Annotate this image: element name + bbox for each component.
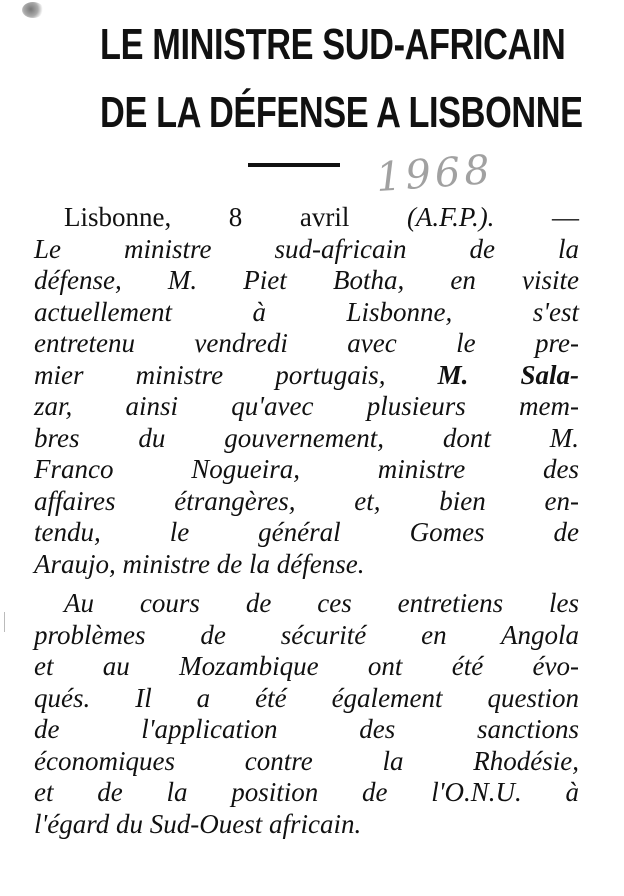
article-paragraph-2 <box>34 588 579 840</box>
text-line: zar, ainsi qu'avec plusieurs mem- <box>34 391 579 421</box>
text-line: de l'application des sanctions <box>34 714 579 744</box>
margin-mark <box>4 612 5 632</box>
text-line: Le ministre sud-africain de la <box>34 233 579 264</box>
article-paragraph-1 <box>34 202 579 580</box>
text-line: tendu, le général Gomes de <box>34 517 579 547</box>
text-line: Franco Nogueira, ministre des <box>34 454 579 484</box>
dateline-agency: (A.F.P.). <box>406 202 495 232</box>
text-line: l'égard du Sud-Ouest africain. <box>34 808 362 839</box>
text-line: Araujo, ministre de la défense. <box>34 548 365 579</box>
text-line: et au Mozambique ont été évo- <box>34 651 579 681</box>
text-line: et de la position de l'O.N.U. à <box>34 777 579 807</box>
text-line: défense, M. Piet Botha, en visite <box>34 265 579 295</box>
text-line: Au cours de ces entretiens les <box>64 588 579 618</box>
handwritten-year-annotation: 1968 <box>374 146 496 202</box>
headline-separator-rule <box>248 163 340 167</box>
text-line: entretenu vendredi avec le pre- <box>34 328 579 358</box>
dateline-place: Lisbonne, 8 avril <box>64 202 350 232</box>
dateline-dash: — <box>552 202 580 232</box>
text-line: qués. Il a été également question <box>34 682 579 713</box>
text-line <box>34 360 579 392</box>
dateline-line <box>34 202 579 234</box>
text-line: bres du gouvernement, dont M. <box>34 422 579 453</box>
text-line: actuellement à Lisbonne, s'est <box>34 296 579 327</box>
text-line: affaires étrangères, et, bien en- <box>34 485 579 516</box>
text-line: économiques contre la Rhodésie, <box>34 745 579 776</box>
headline-line-2: DE LA DÉFENSE A LISBONNE <box>100 88 583 137</box>
ink-smudge <box>22 2 44 18</box>
headline-line-1: LE MINISTRE SUD-AFRICAIN <box>100 20 566 69</box>
text-segment: mier ministre portugais, <box>34 359 386 390</box>
text-segment-bold: M. Sala- <box>437 359 580 390</box>
text-line: problèmes de sécurité en Angola <box>34 619 579 650</box>
